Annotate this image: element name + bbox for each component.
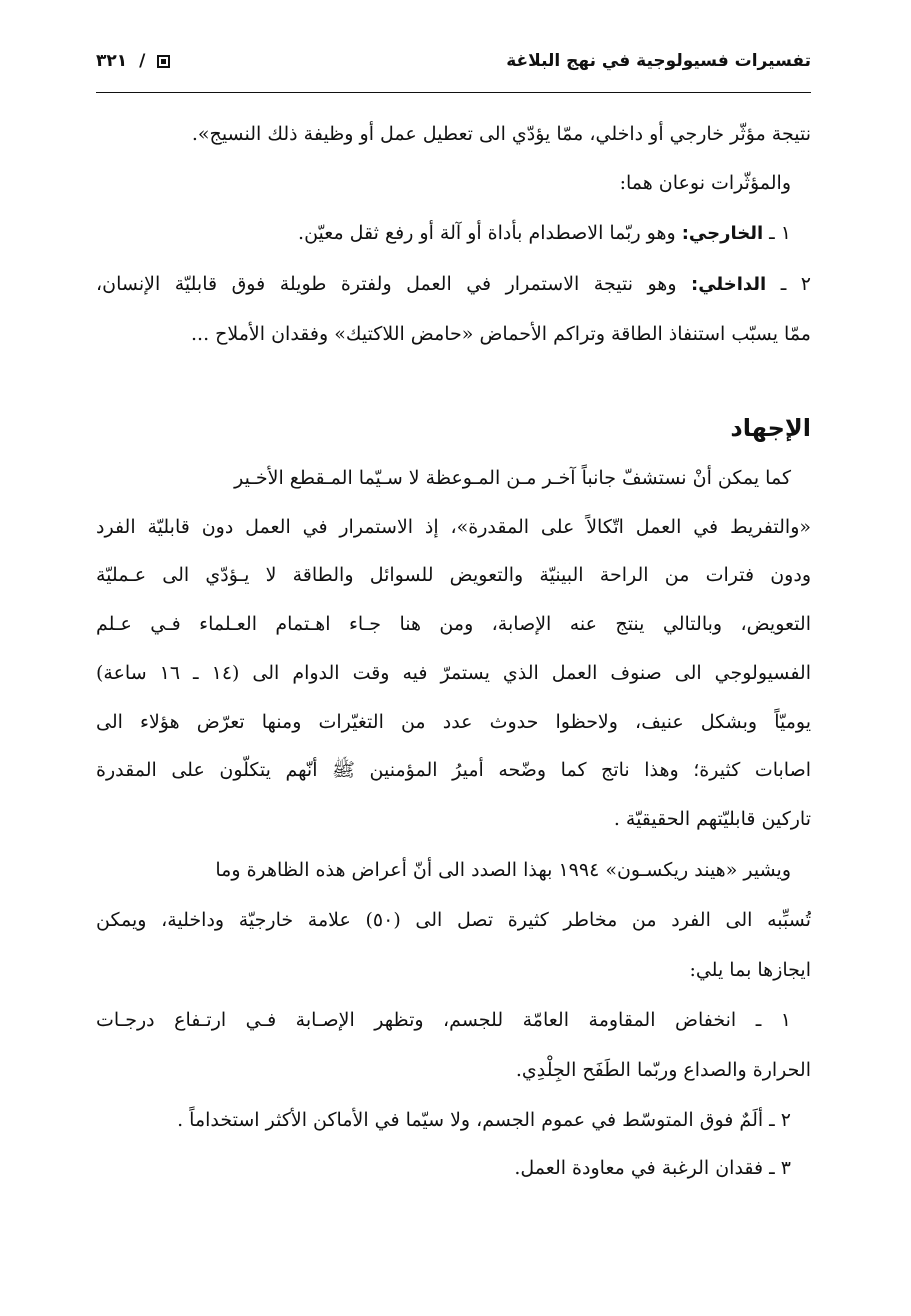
paragraph-line: تاركين قابليّتهم الحقيقيّة . [613,808,811,830]
page-number-group [96,48,176,74]
section-heading: الإجهاد [730,414,811,442]
item-text: وهو ربّما الاصطدام بأداة أو آلة أو رفع ثقل معيّن. [298,222,676,244]
paragraph-line: «والتفريط في العمل اتّكالاً على المقدرة»، إذ الاستمرار في العمل دون قابليّة الفرد [96,516,811,538]
paragraph-line: يوميّاً وبشكل عنيف، ولاحظوا حدوث عدد من التغيّرات ومنها تعرّض هؤلاء الى [96,711,811,733]
running-header [96,48,811,90]
running-title: تفسيرات فسيولوجية في نهج البلاغة [506,51,811,71]
item-number: ٢ ـ [780,273,811,295]
list-item: ٣ ـ فقدان الرغبة في معاودة العمل. [514,1157,791,1179]
list-item-external [298,215,791,252]
text-line: والمؤثّرات نوعان هما: [619,172,791,194]
item-label: الداخلي: [691,274,767,295]
text-line: ممّا يسبّب استنفاذ الطاقة وتراكم الأحماض «حامض اللاكتيك» وفقدان الأملاح ... [191,323,811,345]
item-number: ١ ـ [769,222,791,244]
list-item: ٢ ـ ألَمٌ فوق المتوسّط في عموم الجسم، ولا سيّما في الأماكن الأكثر استخداماً . [177,1109,791,1131]
paragraph-line: ايجازها بما يلي: [689,959,811,981]
paragraph-line: تُسبِّبه الى الفرد من مخاطر كثيرة تصل الى (٥٠) علامة خارجيّة وداخلية، ويمكن [96,909,811,931]
list-item-cont: الحرارة والصداع وربّما الطَفَح الجِلْدِي. [515,1059,811,1081]
list-item: ١ ـ انخفاض المقاومة العامّة للجسم، وتظهر الإصـابة فـي ارتـفاع درجـات [96,1009,791,1031]
book-page [96,0,811,1316]
paragraph-line: الفسيولوجي الى صنوف العمل الذي يستمرّ فيه وقت الدوام الى (١٤ ـ ١٦ ساعة) [96,662,811,684]
item-label: الخارجي: [681,223,764,244]
paragraph-line: كما يمكن أنْ نستشفّ جانباً آخـر مـن المـوعظة لا سـيّما المـقطع الأخـير [234,467,791,489]
page-sep: / [139,51,146,71]
list-item-internal [96,266,811,302]
paragraph-line: اصابات كثيرة؛ وهذا ناتج كما وضّحه أميرُ المؤمنين ﷺ أنّهم يتكلّون على المقدرة [96,759,811,781]
page-number: ٣٢١ [96,51,128,71]
paragraph-line: ويشير «هيند ريكسـون» ١٩٩٤ بهذا الصدد الى أنّ أعراض هذه الظاهرة وما [215,859,791,881]
header-rule [96,92,811,93]
paragraph-line: التعويض، وبالتالي ينتج عنه الإصابة، ومن هنا جـاء اهـتمام العـلماء فـي عـلم [96,613,811,635]
ornament-square-icon [157,55,170,68]
text-line: نتيجة مؤثّر خارجي أو داخلي، ممّا يؤدّي الى تعطيل عمل أو وظيفة ذلك النسيج». [191,123,811,145]
paragraph-line: ودون فترات من الراحة البينيّة والتعويض للسوائل والطاقة لا يـؤدّي الى عـمليّة [96,564,811,586]
item-text: وهو نتيجة الاستمرار في العمل ولفترة طويلة فوق قابليّة الإنسان، [96,273,677,295]
